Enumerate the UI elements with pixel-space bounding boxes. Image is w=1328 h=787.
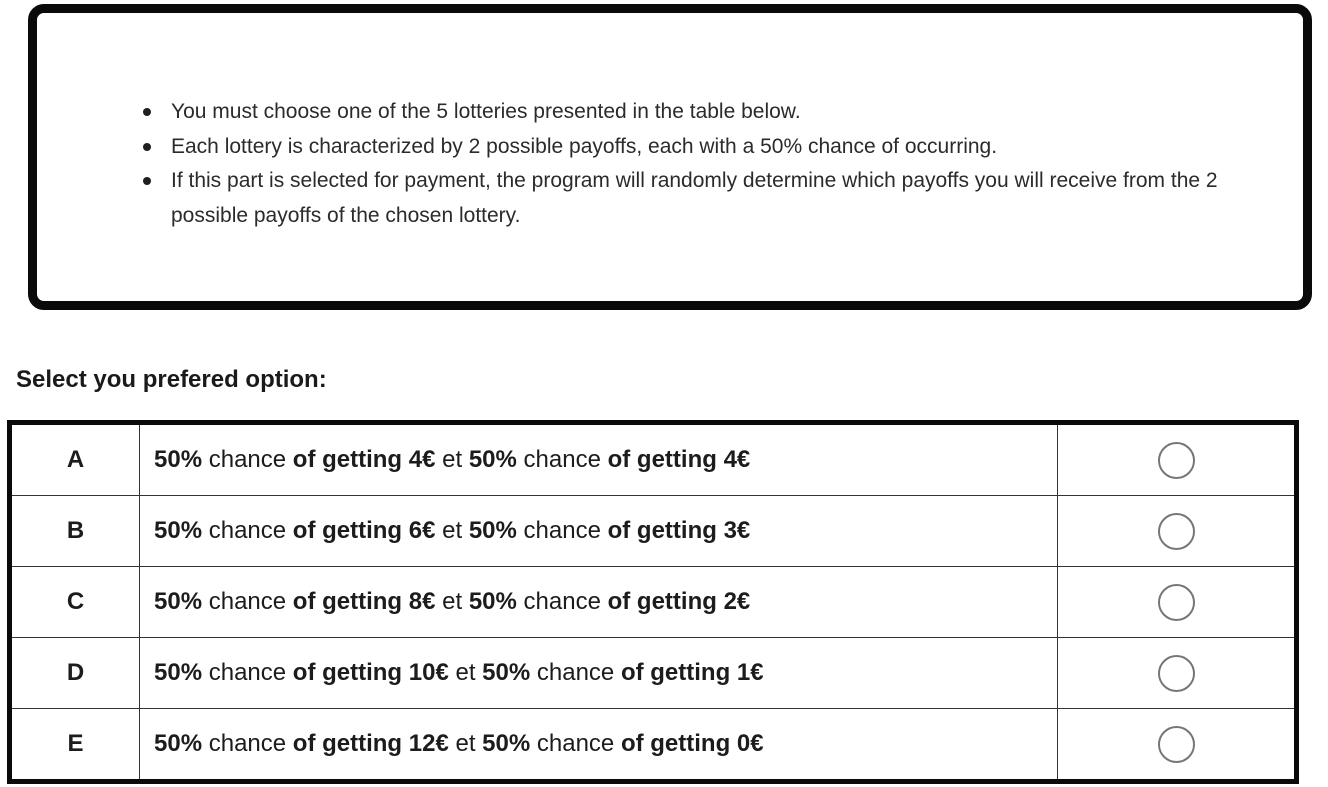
option-description: 50% chance of getting 6€ et 50% chance of getting 3€ — [140, 496, 1058, 567]
option-radio-cell — [1058, 567, 1297, 638]
bullet-icon — [143, 177, 151, 185]
option-description: 50% chance of getting 8€ et 50% chance of getting 2€ — [140, 567, 1058, 638]
instruction-item — [143, 164, 1243, 233]
lottery-options-table — [7, 420, 1299, 784]
option-d-radio[interactable] — [1158, 655, 1195, 692]
option-a-radio[interactable] — [1158, 442, 1195, 479]
option-description: 50% chance of getting 4€ et 50% chance of getting 4€ — [140, 423, 1058, 496]
option-letter: A — [10, 423, 140, 496]
option-e-radio[interactable] — [1158, 726, 1195, 763]
instruction-text: If this part is selected for payment, the program will randomly determine which payoffs you will receive from the 2 possible payoffs of the chosen lottery. — [171, 169, 1218, 227]
option-row-d — [10, 638, 1297, 709]
option-description: 50% chance of getting 10€ et 50% chance of getting 1€ — [140, 638, 1058, 709]
instruction-text: You must choose one of the 5 lotteries presented in the table below. — [171, 100, 801, 123]
instructions-panel — [28, 4, 1312, 310]
option-letter: C — [10, 567, 140, 638]
option-description: 50% chance of getting 12€ et 50% chance of getting 0€ — [140, 709, 1058, 782]
instructions-list — [143, 95, 1243, 233]
option-letter: E — [10, 709, 140, 782]
instruction-text: Each lottery is characterized by 2 possible payoffs, each with a 50% chance of occurring. — [171, 134, 998, 158]
option-c-radio[interactable] — [1158, 584, 1195, 621]
option-b-radio[interactable] — [1158, 513, 1195, 550]
option-row-e — [10, 709, 1297, 782]
option-row-a — [10, 423, 1297, 496]
instruction-item — [143, 95, 1243, 130]
option-letter: D — [10, 638, 140, 709]
option-radio-cell — [1058, 496, 1297, 567]
option-row-b — [10, 496, 1297, 567]
prompt-title: Select you prefered option: — [16, 366, 327, 393]
option-letter: B — [10, 496, 140, 567]
option-radio-cell — [1058, 423, 1297, 496]
option-radio-cell — [1058, 709, 1297, 782]
bullet-icon — [143, 108, 151, 116]
option-row-c — [10, 567, 1297, 638]
option-radio-cell — [1058, 638, 1297, 709]
bullet-icon — [143, 143, 151, 151]
instruction-item — [143, 130, 1243, 165]
